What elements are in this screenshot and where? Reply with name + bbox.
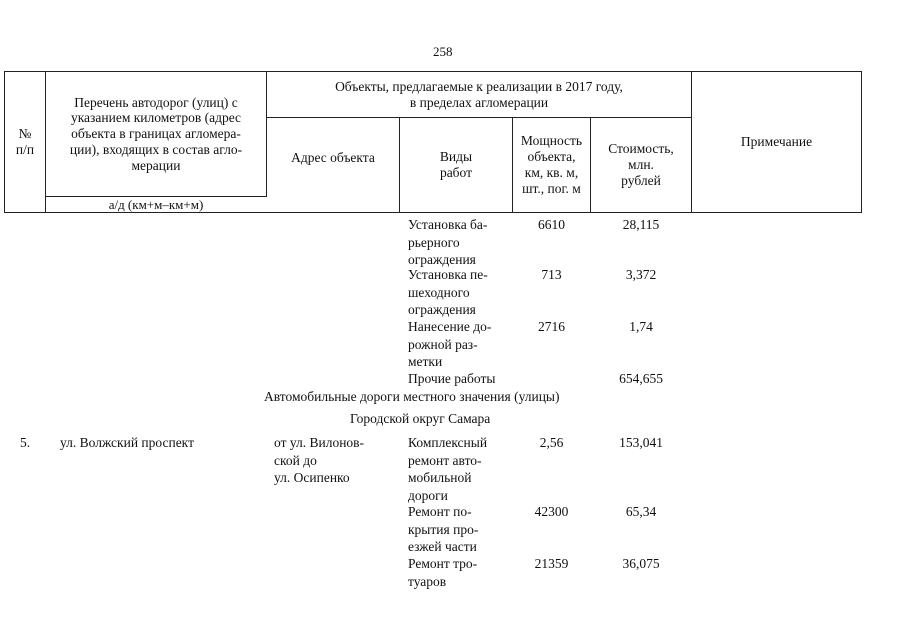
cost-cell: 1,74 [629, 319, 653, 334]
capacity-cell: 42300 [534, 504, 569, 519]
work-type-cell: Комплексный ремонт авто- мобильной дороги [408, 435, 488, 503]
header-roads-list: Перечень автодорог (улиц) с указанием километров (адрес объекта в границах агломера- ции), входящих в состав агло- мерации [69, 94, 243, 173]
cost-cell: 3,372 [625, 267, 657, 282]
header-capacity: Мощность объекта, км, кв. м, шт., пог. м [520, 133, 583, 196]
work-type-cell: Прочие работы [408, 371, 496, 386]
entry-number: 5. [20, 435, 31, 450]
header-road-subhead: а/д (км+м–км+м) [108, 196, 204, 212]
cost-cell: 28,115 [622, 217, 660, 232]
entry-road: ул. Волжский проспект [60, 435, 194, 450]
page-number: 258 [433, 44, 453, 59]
cost-cell: 654,655 [619, 371, 663, 386]
header-objects-group: Объекты, предлагаемые к реализации в 2017 году, в пределах агломерации [335, 78, 623, 110]
entry-address: от ул. Вилонов- ской до ул. Осипенко [274, 435, 365, 485]
work-type-cell: Установка пе- шеходного ограждения [408, 267, 488, 317]
capacity-cell: 2716 [538, 319, 565, 334]
subsection-title: Городской округ Самара [350, 411, 491, 426]
work-type-cell: Установка ба- рьерного ограждения [408, 217, 488, 267]
cost-cell: 36,075 [622, 556, 660, 571]
capacity-cell: 6610 [538, 217, 565, 232]
work-type-cell: Ремонт тро- туаров [408, 556, 478, 589]
work-type-cell: Ремонт по- крытия про- езжей части [408, 504, 479, 554]
section-title: Автомобильные дороги местного значения (улицы) [264, 389, 560, 404]
capacity-cell: 2,56 [539, 435, 564, 450]
work-type-cell: Нанесение до- рожной раз- метки [408, 319, 492, 369]
header-cost: Стоимость, млн. рублей [608, 141, 674, 188]
header-num: № п/п [15, 126, 35, 157]
cost-cell: 65,34 [625, 504, 657, 519]
header-note: Примечание [740, 134, 813, 150]
capacity-cell: 21359 [534, 556, 569, 571]
cost-cell: 153,041 [619, 435, 663, 450]
capacity-cell: 713 [541, 267, 562, 282]
header-address: Адрес объекта [291, 150, 375, 166]
header-work-type: Виды работ [439, 149, 473, 180]
